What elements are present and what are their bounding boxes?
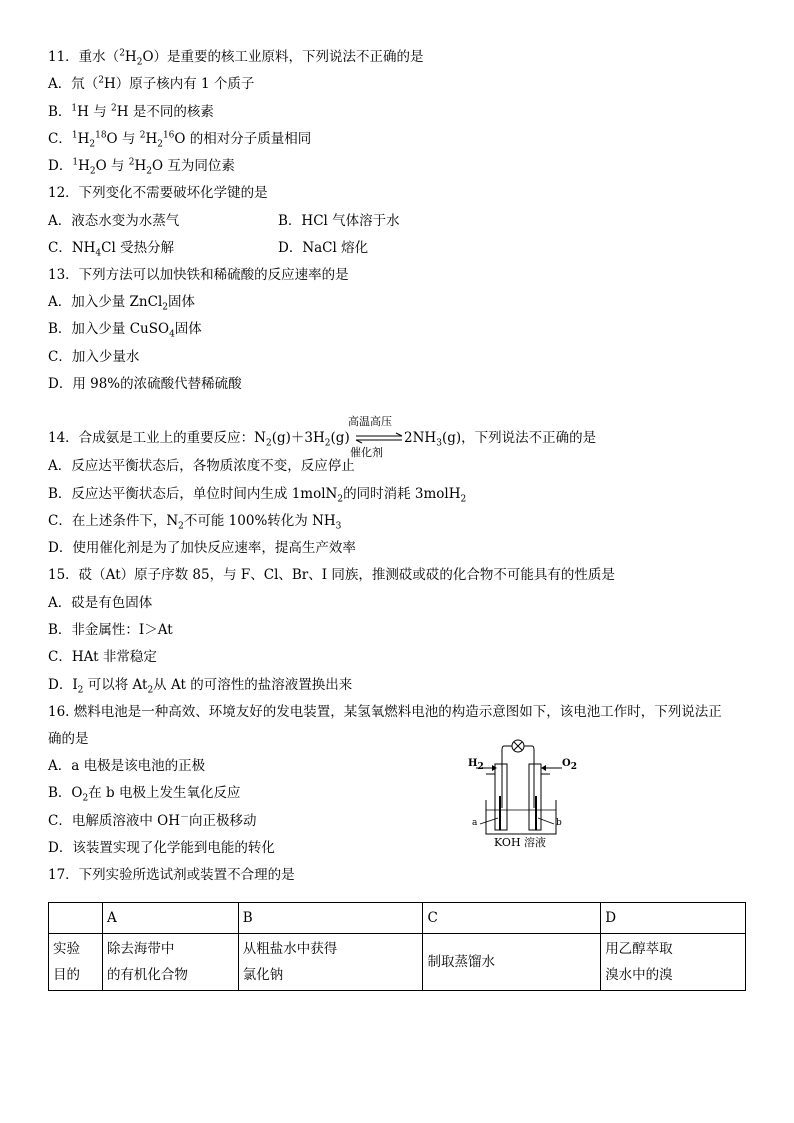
q16-option-c: C．电解质溶液中 OH－向正极移动 (48, 812, 257, 829)
table-header-cell: A (102, 903, 238, 934)
q17-stem: 17．下列实验所选试剂或装置不合理的是 (48, 867, 295, 883)
q11-option-b: B．$^1$H 与 $^2$H 是不同的核素 (48, 103, 214, 120)
reaction-condition-top: 高温高压 (348, 414, 393, 428)
table-cell-d: 用乙醇萃取 溴水中的溴 (601, 934, 746, 991)
q12-option-c: C．$NH_4Cl$ 受热分解 (48, 240, 175, 259)
q16-option-d: D．该装置实现了化学能到电能的转化 (48, 840, 275, 856)
electrode-a-label: a (472, 818, 478, 828)
table-header-cell: B (238, 903, 423, 934)
q11-stem: 11．重水$(^2H_2O)$是重要的核工业原料，下列说法不正确的是 (48, 48, 424, 68)
table-cell-b: 从粗盐水中获得 氯化钠 (238, 934, 423, 991)
q15-option-d: D．$I_2$ 可以将 $At_2$从 At 的可溶性的盐溶液置换出来 (48, 677, 353, 696)
q14-option-b: B．反应达平衡状态后，单位时间内生成 1molN$_2$的同时消耗 3molH$_2$ (48, 486, 467, 505)
q13-option-b: B．加入少量 CuSO$_4$固体 (48, 321, 202, 340)
q14-stem: 14．合成氨是工业上的重要反应：$N_2(g)+3H_2(g)$ 高温高压 催化剂 $2NH_3(g)$，下列说法不正确的是 (48, 429, 596, 448)
q13-option-c: C．加入少量水 (48, 349, 140, 365)
q14-option-a: A．反应达平衡状态后，各物质浓度不变，反应停止 (48, 458, 355, 474)
table-header-cell: D (601, 903, 746, 934)
q11-option-a: A．氘（$^2$H）原子核内有 1 个质子 (48, 75, 255, 92)
table-header-cell (49, 903, 103, 934)
q12-option-b: B．HCl 气体溶于水 (278, 213, 400, 229)
q11-option-d: D．$^1H_2O$ 与 $^2H_2O$ 互为同位素 (48, 157, 235, 177)
q11-option-c: C．$^1H_2^{18}O$ 与 $^2H_2^{16}O$ 的相对分子质量相同 (48, 130, 312, 150)
q12-stem: 12．下列变化不需要破坏化学键的是 (48, 185, 268, 201)
q13-option-d: D．用 98%的浓硫酸代替稀硫酸 (48, 376, 242, 392)
fuel-cell-diagram (462, 738, 584, 850)
q15-option-a: A．砹是有色固体 (48, 595, 153, 611)
o2-label: $O_2$ (562, 758, 577, 772)
q16-option-b: B．$O_2$在 b 电极上发生氧化反应 (48, 785, 241, 804)
reaction-condition-bottom: 催化剂 (350, 445, 384, 459)
double-arrow-icon (354, 432, 404, 444)
q15-stem: 15．砹（At）原子序数 85，与 F、Cl、Br、I 同族，推测砹或砹的化合物不可能具有的性质是 (48, 567, 615, 583)
q14-option-d: D．使用催化剂是为了加快反应速率，提高生产效率 (48, 540, 356, 556)
q16-option-a: A．a 电极是该电池的正极 (48, 758, 206, 774)
q13-option-a: A．加入少量 ZnCl$_2$固体 (48, 294, 195, 313)
table-header-row (49, 903, 746, 934)
electrode-b-label: b (556, 818, 562, 828)
table-header-cell: C (423, 903, 601, 934)
q17-options-table (48, 902, 746, 991)
row-label-cell: 实验 目的 (49, 934, 103, 991)
table-cell-c: 制取蒸馏水 (423, 934, 601, 991)
q13-stem: 13．下列方法可以加快铁和稀硫酸的反应速率的是 (48, 267, 349, 283)
q12-option-d: D．NaCl 熔化 (278, 240, 369, 256)
q15-option-b: B．非金属性：I＞At (48, 622, 173, 638)
q16-stem-line2: 确的是 (48, 731, 89, 747)
q14-option-c: C．在上述条件下，$N_2$不可能 100%转化为 $NH_3$ (48, 513, 342, 532)
q15-option-c: C．HAt 非常稳定 (48, 649, 157, 665)
equilibrium-arrow (348, 414, 404, 459)
q12-option-a: A．液态水变为水蒸气 (48, 213, 180, 229)
table-row (49, 934, 746, 991)
q16-stem-line1: 16. 燃料电池是一种高效、环境友好的发电装置，某氢氧燃料电池的构造示意图如下，该电池工作时，下列说法正 (48, 704, 722, 720)
table-cell-a: 除去海带中 的有机化合物 (102, 934, 238, 991)
h2-label: $H_2$ (468, 758, 484, 772)
koh-solution-label: KOH 溶液 (494, 836, 547, 849)
